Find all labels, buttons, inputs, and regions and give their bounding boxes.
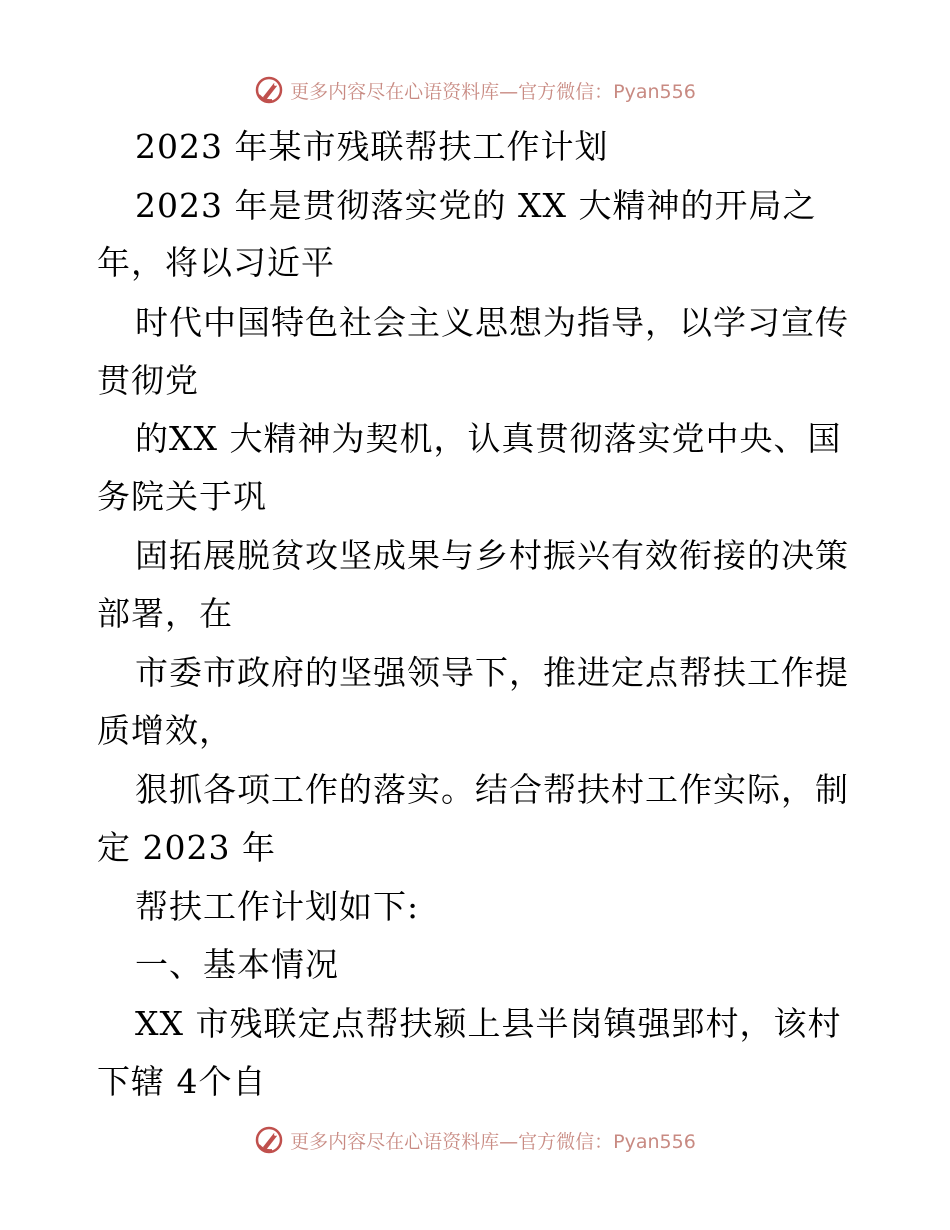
watermark-text: 更多内容尽在心语资料库—官方微信：Pyan556 <box>290 1130 696 1153</box>
section-heading: 一、基本情况 <box>135 945 339 984</box>
paragraph-line: 质增效， <box>97 711 233 750</box>
paragraph-line: 2023 年是贯彻落实党的 XX 大精神的开局之 <box>135 186 817 225</box>
document-title: 2023 年某市残联帮扶工作计划 <box>135 127 609 166</box>
paragraph-line: 市委市政府的坚强领导下，推进定点帮扶工作提 <box>135 653 849 692</box>
watermark-header <box>0 70 950 110</box>
paragraph-line: 狠抓各项工作的落实。结合帮扶村工作实际，制 <box>135 770 849 809</box>
paragraph-line: 固拓展脱贫攻坚成果与乡村振兴有效衔接的决策 <box>135 536 849 575</box>
paragraph-line: 部署，在 <box>97 594 233 633</box>
paragraph-line: 的XX 大精神为契机，认真贯彻落实党中央、国 <box>135 419 842 458</box>
watermark-text: 更多内容尽在心语资料库—官方微信：Pyan556 <box>290 80 696 103</box>
paragraph-line: 定 2023 年 <box>97 828 276 867</box>
pen-nib-circle-icon <box>254 1125 284 1155</box>
paragraph-line: 年，将以习近平 <box>97 243 335 282</box>
paragraph-line: 时代中国特色社会主义思想为指导，以学习宣传 <box>135 303 849 342</box>
paragraph-line: XX 市残联定点帮扶颍上县半岗镇强郢村，该村 <box>135 1004 842 1043</box>
paragraph-line: 下辖 4个自 <box>97 1062 267 1101</box>
pen-nib-circle-icon <box>254 75 284 105</box>
paragraph-line: 贯彻党 <box>97 361 199 400</box>
watermark-footer <box>0 1120 950 1160</box>
paragraph-line: 务院关于巩 <box>97 477 267 516</box>
paragraph-line: 帮扶工作计划如下: <box>135 887 420 926</box>
